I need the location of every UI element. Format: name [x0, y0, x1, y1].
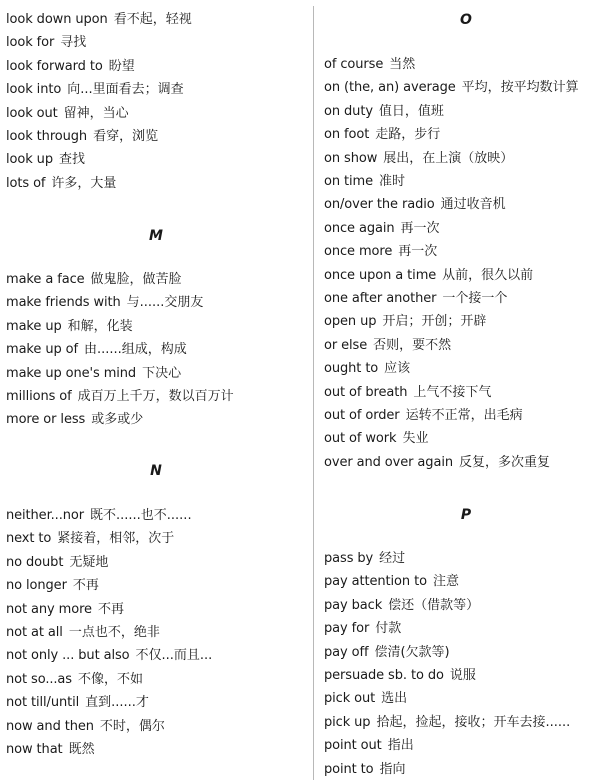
phrase-chinese: 和解，化装	[67, 318, 133, 334]
phrase-entry	[324, 574, 459, 590]
phrase-chinese: 当然	[389, 57, 416, 72]
phrase-chinese: 不仅...而且...	[135, 648, 213, 664]
phrase-entry	[6, 625, 160, 641]
phrase-entry	[324, 408, 523, 424]
phrase-entry	[324, 57, 415, 73]
phrase-entry	[6, 272, 182, 288]
phrase-entry	[324, 80, 579, 96]
phrase-chinese: 做鬼脸，做苦脸	[90, 272, 182, 287]
phrase-english: pay off	[324, 644, 369, 660]
phrase-english: no doubt	[6, 554, 64, 570]
phrase-chinese: 走路，步行	[375, 127, 441, 143]
phrase-english: not any more	[6, 601, 92, 617]
phrase-entry	[324, 314, 486, 330]
phrase-english: look down upon	[6, 12, 108, 27]
phrase-chinese: 既然	[68, 742, 95, 757]
phrase-english: point to	[324, 761, 374, 777]
phrase-english: not so...as	[6, 671, 72, 687]
phrase-chinese: 偿清(欠款等)	[374, 644, 450, 660]
phrase-entry	[6, 106, 129, 122]
phrase-english: look through	[6, 129, 88, 144]
phrase-chinese: 下决心	[142, 365, 182, 381]
phrase-english: pick up	[324, 714, 371, 730]
phrase-entry	[6, 602, 124, 618]
phrase-entry	[6, 555, 108, 571]
phrase-entry	[324, 668, 476, 684]
phrase-entry	[324, 197, 506, 213]
phrase-entry	[324, 455, 550, 471]
phrase-english: out of breath	[324, 384, 408, 400]
phrase-chinese: 与......交朋友	[126, 295, 204, 311]
phrase-entry	[324, 127, 440, 143]
phrase-chinese: 准时	[379, 174, 406, 189]
phrase-chinese: 许多，大量	[51, 175, 117, 191]
phrase-english: now and then	[6, 718, 94, 734]
phrase-entry	[324, 104, 444, 120]
phrase-chinese: 不再	[97, 601, 124, 617]
phrase-chinese: 运转不正常，出毛病	[405, 408, 523, 423]
phrase-english: one after another	[324, 291, 437, 306]
phrase-entry	[324, 338, 451, 354]
phrase-english: on/over the radio	[324, 197, 435, 213]
phrase-english: look out	[6, 105, 58, 121]
phrase-chinese: 既不......也不......	[89, 508, 192, 523]
phrase-chinese: 上气不接下气	[413, 384, 492, 400]
phrase-entry	[6, 366, 181, 382]
phrase-english: on foot	[324, 127, 370, 143]
phrase-english: make a face	[6, 272, 85, 287]
phrase-entry	[6, 82, 184, 98]
phrase-english: persuade sb. to do	[324, 668, 444, 683]
phrase-entry	[324, 691, 407, 707]
phrase-english: on (the, an) average	[324, 80, 456, 96]
phrase-english: of course	[324, 57, 384, 72]
phrase-entry	[324, 221, 440, 237]
phrase-chinese: 看穿，浏览	[93, 129, 159, 144]
phrase-entry	[6, 12, 192, 28]
phrase-chinese: 付款	[375, 621, 402, 637]
phrase-chinese: 一个接一个	[442, 291, 508, 306]
phrase-english: pick out	[324, 691, 376, 707]
phrase-english: neither...nor	[6, 508, 84, 523]
phrase-entry	[6, 295, 203, 311]
phrase-chinese: 拾起，捡起，接收；开车去接......	[376, 714, 571, 730]
phrase-entry	[6, 672, 143, 688]
phrase-chinese: 向...里面看去；调查	[67, 82, 184, 98]
phrase-english: on show	[324, 150, 378, 166]
phrase-entry	[324, 762, 406, 778]
phrase-entry	[6, 648, 212, 664]
phrase-chinese: 开启；开创；开辟	[382, 314, 487, 330]
column-divider	[313, 6, 314, 780]
phrase-chinese: 看不起，轻视	[113, 12, 192, 27]
phrase-english: look up	[6, 152, 53, 168]
phrase-chinese: 或多或少	[91, 412, 144, 428]
phrase-english: not at all	[6, 625, 63, 640]
phrase-english: look into	[6, 82, 62, 98]
phrase-entry	[324, 151, 513, 167]
phrase-english: now that	[6, 742, 63, 757]
phrase-english: on time	[324, 174, 373, 189]
phrase-entry	[6, 319, 133, 335]
phrase-entry	[6, 695, 149, 711]
phrase-chinese: 通过收音机	[440, 197, 506, 213]
phrase-english: not only ... but also	[6, 648, 130, 664]
phrase-chinese: 应该	[384, 361, 411, 377]
phrase-english: over and over again	[324, 454, 453, 470]
phrase-english: out of order	[324, 408, 400, 423]
phrase-entry	[6, 152, 85, 168]
letter-heading-o: O	[460, 12, 472, 28]
letter-heading-p: P	[460, 507, 472, 523]
phrase-chinese: 不像，不如	[77, 671, 143, 687]
phrase-chinese: 反复，多次重复	[458, 454, 550, 470]
phrase-entry	[6, 342, 187, 358]
phrase-entry	[324, 621, 401, 637]
phrase-chinese: 寻找	[60, 35, 87, 51]
phrase-chinese: 盼望	[108, 58, 135, 74]
phrase-entry	[6, 412, 143, 428]
phrase-english: make up	[6, 318, 62, 334]
phrase-chinese: 成百万上千万，数以百万计	[77, 389, 234, 404]
phrase-entry	[324, 174, 405, 190]
phrase-entry	[6, 176, 116, 192]
phrase-chinese: 无疑地	[69, 554, 109, 570]
phrase-chinese: 平均，按平均数计算	[461, 80, 579, 96]
phrase-chinese: 不时，偶尔	[99, 718, 165, 734]
phrase-chinese: 经过	[379, 551, 406, 566]
phrase-english: or else	[324, 337, 368, 353]
phrase-entry	[6, 35, 86, 51]
phrase-english: pay attention to	[324, 574, 427, 590]
phrase-english: make up of	[6, 342, 78, 358]
phrase-entry	[324, 244, 437, 260]
phrase-english: make friends with	[6, 295, 121, 311]
phrase-english: ought to	[324, 361, 379, 377]
phrase-entry	[324, 738, 414, 754]
phrase-chinese: 再一次	[398, 244, 438, 260]
phrase-english: next to	[6, 531, 52, 547]
phrase-chinese: 否则，要不然	[373, 337, 452, 353]
phrase-entry	[324, 291, 507, 307]
phrase-english: more or less	[6, 412, 86, 428]
phrase-english: once upon a time	[324, 267, 437, 283]
phrase-entry	[324, 361, 410, 377]
phrase-entry	[324, 598, 479, 614]
phrase-chinese: 展出，在上演（放映）	[383, 150, 514, 166]
phrase-chinese: 查找	[58, 152, 85, 168]
phrase-entry	[324, 551, 405, 567]
phrase-entry	[324, 715, 570, 731]
phrase-entry	[6, 129, 158, 145]
phrase-chinese: 一点也不，绝非	[68, 625, 160, 640]
phrase-chinese: 紧接着，相邻，次于	[57, 531, 175, 547]
phrase-english: once again	[324, 220, 395, 236]
phrase-chinese: 不再	[72, 578, 99, 594]
phrase-english: not till/until	[6, 695, 80, 711]
phrase-english: make up one's mind	[6, 365, 137, 381]
phrase-entry	[6, 742, 95, 758]
phrase-entry	[6, 531, 174, 547]
letter-heading-n: N	[150, 463, 162, 479]
phrase-english: on duty	[324, 103, 373, 119]
phrase-english: open up	[324, 314, 377, 330]
phrase-entry	[6, 719, 165, 735]
phrase-chinese: 偿还（借款等）	[388, 597, 480, 613]
phrase-english: millions of	[6, 389, 72, 404]
phrase-chinese: 由......组成，构成	[83, 342, 187, 358]
phrase-entry	[324, 431, 428, 447]
phrase-chinese: 说服	[449, 668, 476, 683]
phrase-entry	[324, 385, 491, 401]
phrase-english: look forward to	[6, 58, 103, 74]
phrase-entry	[6, 59, 135, 75]
phrase-english: once more	[324, 244, 393, 260]
phrase-chinese: 指出	[387, 738, 414, 754]
phrase-entry	[6, 389, 234, 405]
phrase-english: pay back	[324, 597, 383, 613]
phrase-english: no longer	[6, 578, 67, 594]
phrase-chinese: 从前，很久以前	[442, 267, 534, 283]
phrase-english: lots of	[6, 175, 46, 191]
phrase-chinese: 直到......才	[85, 695, 149, 711]
phrase-chinese: 失业	[402, 431, 429, 447]
phrase-chinese: 留神，当心	[63, 105, 129, 121]
phrase-english: look for	[6, 35, 55, 51]
phrase-entry	[6, 508, 192, 524]
phrase-chinese: 再一次	[400, 220, 440, 236]
phrase-english: point out	[324, 738, 382, 754]
phrase-entry	[324, 645, 450, 661]
phrase-chinese: 注意	[432, 574, 459, 590]
phrase-chinese: 选出	[381, 691, 408, 707]
phrase-entry	[6, 578, 99, 594]
phrase-english: pay for	[324, 621, 370, 637]
phrase-chinese: 指向	[379, 761, 406, 777]
phrase-entry	[324, 268, 533, 284]
phrase-chinese: 值日，值班	[378, 103, 444, 119]
phrase-english: out of work	[324, 431, 397, 447]
letter-heading-m: M	[149, 228, 163, 244]
phrase-english: pass by	[324, 551, 374, 566]
